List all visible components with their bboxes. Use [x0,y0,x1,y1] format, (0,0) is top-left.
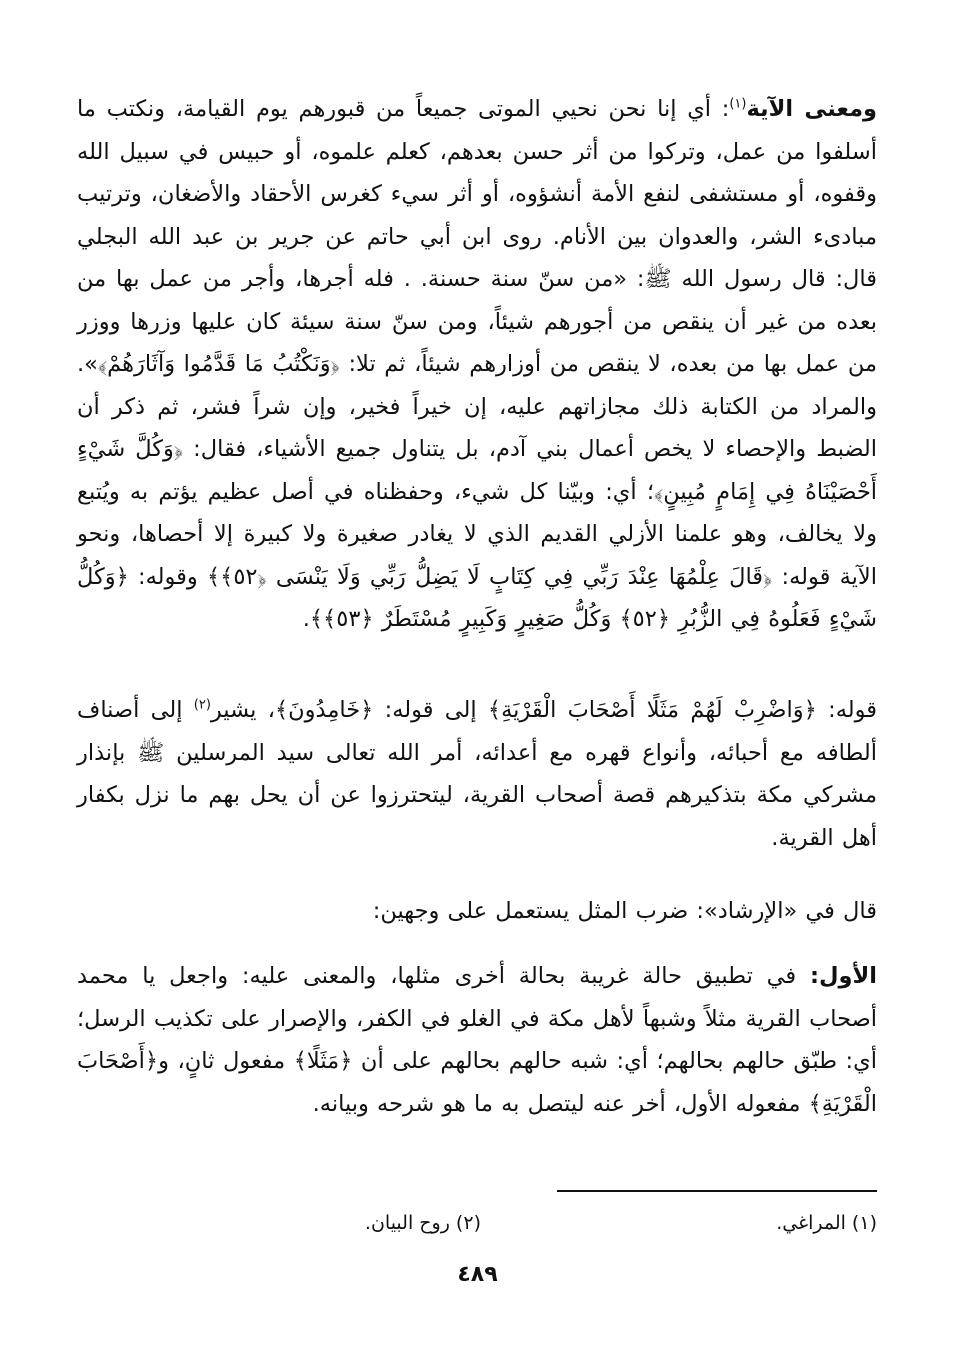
footnote-1: (١) المراغي. [776,1212,877,1234]
footnote-ref-1[interactable]: (١) [729,96,747,112]
paragraph-verse-meaning [77,88,877,641]
paragraph-lead: الأول: [810,963,877,989]
paragraph-body: قال في «الإرشاد»: ضرب المثل يستعمل على وجهين: [372,898,877,924]
paragraph-lead: ومعنى الآية [746,96,877,122]
paragraph-body: في تطبيق حالة غريبة بحالة أخرى مثلها، والمعنى عليه: واجعل يا محمد أصحاب القرية مثلاً وشبهاً لأهل مكة في الغلو في الكفر، والإصرار على تكذيب الرسل؛ أي: طبّق حالهم بحالهم؛ أي: شبه حالهم بحالهم على أن ﴿مَثَلًا﴾ مفعول ثانٍ، و﴿أَصْحَابَ الْقَرْيَةِ﴾ مفعوله الأول، أخر عنه ليتصل به ما هو شرحه وبيانه. [77,963,877,1117]
paragraph-first-meaning [77,955,877,1125]
paragraph-irshad-quote [77,890,877,933]
footnote-divider [557,1190,877,1192]
paragraph-body-end: إلى أصناف ألطافه مع أحبائه، وأنواع قهره مع أعدائه، أمر الله تعالى سيد المرسلين ﷺ بإنذار مشركي مكة بتذكيرهم قصة أصحاب القرية، ليتحترزوا عن أن يحل بهم ما نزل بكفار أهل القرية. [77,697,877,851]
paragraph-body: : أي إنا نحن نحيي الموتى جميعاً من قبورهم يوم القيامة، ونكتب ما أسلفوا من عمل، وتركوا من أثر حسن بعدهم، كعلم علموه، أو حبيس في سبيل الله وقفوه، أو مستشفى لنفع الأمة أنشؤوه، أو أثر سيء كغرس الأحقاد والأضغان، وترتيب مبادىء الشر، والعدوان بين الأنام. روى ابن أبي حاتم عن جرير بن عبد الله البجلي قال: قال رسول الله ﷺ: «من سنّ سنة حسنة. . فله أجرها، وأجر من عمل بها من بعده من غير أن ينقص من أجورهم شيئاً، ومن سنّ سنة سيئة كان عليها وزرها ووزر من عمل بها من بعده، لا ينقص من أوزارهم شيئاً، ثم تلا: ﴿وَنَكْتُبُ مَا قَدَّمُوا وَآثَارَهُمْ﴾». والمراد من الكتابة ذلك مجازاتهم عليه، إن خيراً فخير، وإن شراً فشر، ثم ذكر أن الضبط والإحصاء لا يخص أعمال بني آدم، بل يتناول جميع الأشياء، فقال: ﴿وَكُلَّ شَيْءٍ أَحْصَيْنَاهُ فِي إِمَامٍ مُبِينٍ﴾؛ أي: وبيّنا كل شيء، وحفظناه في أصل عظيم يؤتم به ويُتبع ولا يخالف، وهو علمنا الأزلي القديم الذي لا يغادر صغيرة ولا كبيرة إلا أحصاها، ونحو الآية قوله: ﴿قَالَ عِلْمُهَا عِنْدَ رَبِّي فِي كِتَابٍ لَا يَضِلُّ رَبِّي وَلَا يَنْسَى ﴿٥٢﴾﴾ وقوله: ﴿وَكُلُّ شَيْءٍ فَعَلُوهُ فِي الزُّبُرِ ﴿٥٢﴾ وَكُلُّ صَغِيرٍ وَكَبِيرٍ مُسْتَطَرٌ ﴿٥٣﴾﴾. [77,96,877,632]
paragraph-body-start: قوله: ﴿وَاضْرِبْ لَهُمْ مَثَلًا أَصْحَابَ الْقَرْيَةِ﴾ إلى قوله: ﴿خَامِدُونَ﴾، يشير [210,697,877,723]
paragraph-village-parable [77,689,877,859]
page-number: ٤٨٩ [457,1262,498,1287]
footnote-2: (٢) روح البيان. [364,1212,481,1234]
footnote-ref-2[interactable]: (٢) [193,697,211,713]
